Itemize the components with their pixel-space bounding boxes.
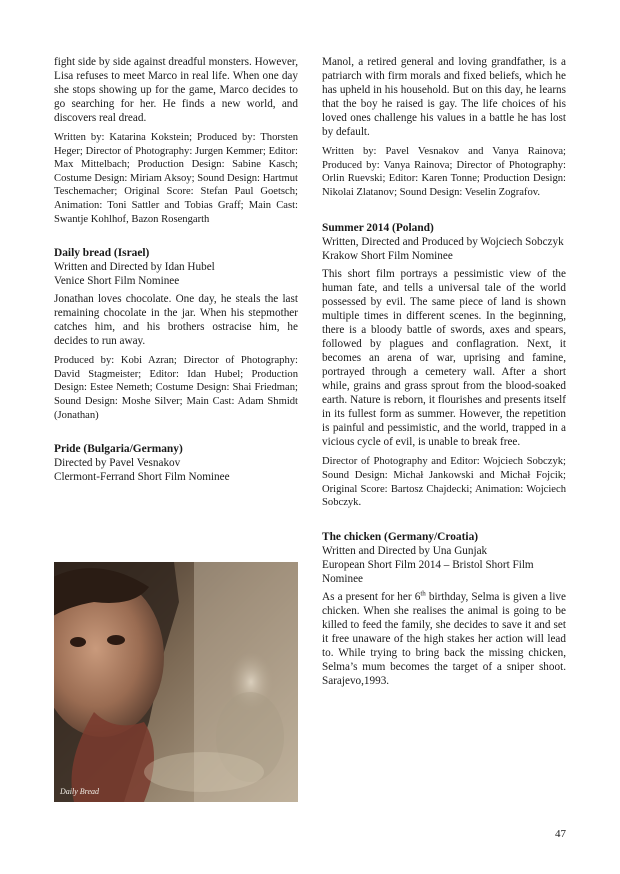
film-still-photo (54, 562, 298, 802)
film-title: Pride (Bulgaria/Germany) (54, 443, 183, 456)
film-entry-pride (54, 442, 298, 484)
film-synopsis: Jonathan loves chocolate. One day, he steals the last remaining chocolate in the jar. When his stepmother catches him, and his brothers ostracise him, he decides to run away. (54, 293, 298, 348)
intro-paragraph: Manol, a retired general and loving grandfather, is a patriarch with firm morals and fixed beliefs, which he has upheld in his household. But on this day, he learns that the boy he raised is gay. The life choices of his loved ones challenge his values in a battle he has lost by default. (322, 56, 566, 138)
film-title: The chicken (Germany/Croatia) (322, 530, 479, 543)
film-director-line: Written and Directed by Idan Hubel (54, 261, 215, 274)
film-director-line: Written, Directed and Produced by Wojciech Sobczyk (322, 236, 564, 249)
film-nomination-line: Clermont-Ferrand Short Film Nominee (54, 471, 230, 484)
synopsis-part: As a present for her 6 (322, 590, 421, 603)
film-synopsis (322, 590, 566, 688)
film-title: Summer 2014 (Poland) (322, 222, 434, 235)
right-column (322, 55, 566, 694)
film-nomination-line: Krakow Short Film Nominee (322, 250, 453, 263)
ordinal-suffix: th (420, 589, 426, 598)
film-synopsis: This short film portrays a pessimistic view of the human fate, and tells a universal tale of the world possessed by evil. The same piece of land is shown multiple times in different scenes. In the beginning, there is a bloody battle of swords, axes and spears, followed by plagues and conflagration. Next, it becomes an arena of war, uprising and famine, portrayed through a cemetery wall. After a short while, grains and grass sprout from the blood-soaked earth. Nature is reborn, it flourishes and presents itself in its fullest form as summer. However, the repetition is painful and pessimistic, and the world, trapped in a vicious cycle of evil, is unable to break free. (322, 268, 566, 449)
synopsis-part: birthday, Selma is given a live chicken. When she realises the animal is going to be killed to feed the family, she decides to save it and set it free unaware of the high stakes her action will lead to. While trying to bring back the missing chicken, Selma’s mum becomes the target of a sniper shoot. Sarajevo,1993. (322, 590, 566, 687)
film-still-image (54, 562, 298, 802)
film-title: Daily bread (Israel) (54, 247, 150, 260)
intro-credits: Written by: Pavel Vesnakov and Vanya Rainova; Produced by: Vanya Rainova; Director of Photography: Orlin Ruevski; Editor: Karen Tonne; Production Design: Nikolai Zlatanov; Sound Design: Veselin Zografov. (322, 146, 566, 198)
left-column (54, 55, 298, 484)
page-number: 47 (555, 828, 566, 840)
film-credits: Produced by: Kobi Azran; Director of Photography: David Stagmeister; Editor: Idan Hubel; Production Design: Estee Nemeth; Costume Design: Shai Friedman; Sound Design: Moshe Silver; Main Cast: Adam Shmidt (Jonathan) (54, 355, 298, 421)
film-entry-summer-2014 (322, 221, 566, 509)
photo-caption: Daily Bread (60, 787, 100, 796)
film-entry-the-chicken (322, 530, 566, 688)
film-entry-daily-bread (54, 246, 298, 422)
film-director-line: Written and Directed by Una Gunjak (322, 544, 488, 557)
intro-paragraph: fight side by side against dreadful monsters. However, Lisa refuses to meet Marco in real life. When one day she stops showing up for the game, Marco decides to go searching for her. He finds a new world, and discovers real dread. (54, 56, 298, 124)
film-director-line: Directed by Pavel Vesnakov (54, 457, 181, 470)
film-nomination-line: Venice Short Film Nominee (54, 275, 180, 288)
film-credits: Director of Photography and Editor: Wojciech Sobczyk; Sound Design: Michał Jankowski and Michał Fojcik; Original Score: Bartosz Chajdecki; Animation: Wojciech Sobczyk. (322, 456, 566, 509)
film-nomination-line: European Short Film 2014 – Bristol Short Film Nominee (322, 558, 534, 585)
intro-credits: Written by: Katarina Kokstein; Produced by: Thorsten Heger; Director of Photography: Jurgen Kemmer; Editor: Max Mittelbach; Production Design: Sabine Kasch; Costume Design: Miriam Aksoy; Sound Design: Hartmut Teschemacher; Original Score: Stefan Paul Goetsch; Animation: Toni Sattler and Tobias Graff; Main Cast: Swantje Kohlhof, Bazon Rosengarth (54, 132, 298, 225)
